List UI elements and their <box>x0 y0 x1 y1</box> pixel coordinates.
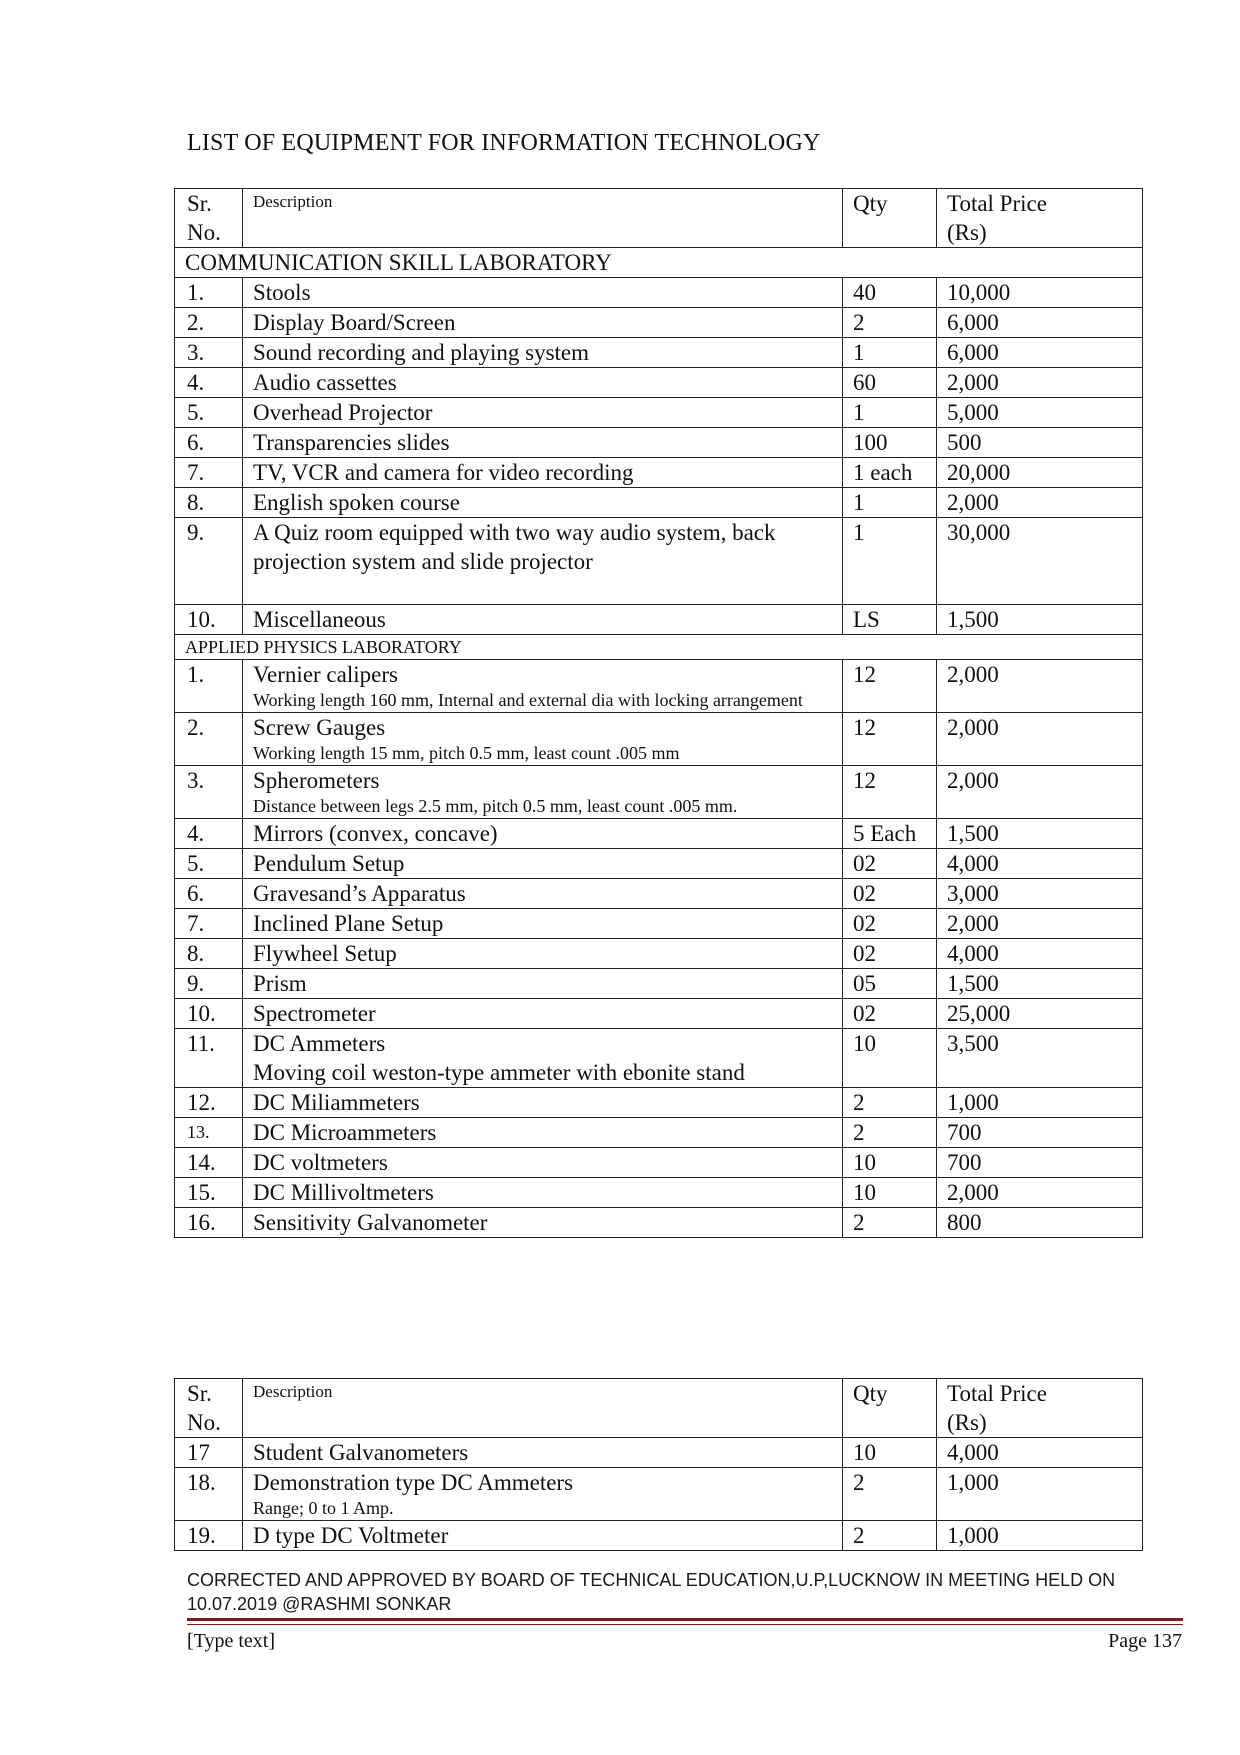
table-row <box>175 1148 1143 1178</box>
row-qty: 02 <box>843 909 937 939</box>
item-name: Mirrors (convex, concave) <box>253 821 498 846</box>
row-description <box>243 428 843 458</box>
row-price: 4,000 <box>937 939 1143 969</box>
page-title: LIST OF EQUIPMENT FOR INFORMATION TECHNOLOGY <box>187 130 821 156</box>
price-header: Total Price (Rs) <box>937 1379 1143 1438</box>
table-row <box>175 999 1143 1029</box>
table-row <box>175 1118 1143 1148</box>
item-name: Vernier calipers <box>253 662 398 687</box>
row-price: 25,000 <box>937 999 1143 1029</box>
item-name: Pendulum Setup <box>253 851 405 876</box>
table-row <box>175 1521 1143 1551</box>
row-price: 5,000 <box>937 398 1143 428</box>
row-qty: 02 <box>843 999 937 1029</box>
equipment-table-continued <box>174 1378 1143 1551</box>
row-price: 1,500 <box>937 605 1143 635</box>
row-price: 2,000 <box>937 713 1143 766</box>
item-name: Inclined Plane Setup <box>253 911 444 936</box>
item-name: Overhead Projector <box>253 400 433 425</box>
table-row <box>175 713 1143 766</box>
row-qty: 60 <box>843 368 937 398</box>
row-qty: 12 <box>843 713 937 766</box>
item-name: Prism <box>253 971 307 996</box>
row-sr: 1. <box>175 278 243 308</box>
row-qty: 1 <box>843 488 937 518</box>
item-name: DC Ammeters <box>253 1031 386 1056</box>
row-sr: 11. <box>175 1029 243 1088</box>
row-sr: 19. <box>175 1521 243 1551</box>
section-row-physics <box>175 635 1143 660</box>
row-price: 1,000 <box>937 1088 1143 1118</box>
row-qty: 2 <box>843 308 937 338</box>
item-name: DC Millivoltmeters <box>253 1180 434 1205</box>
table-row <box>175 1438 1143 1468</box>
price-header: Total Price (Rs) <box>937 189 1143 248</box>
row-description <box>243 458 843 488</box>
section-title: COMMUNICATION SKILL LABORATORY <box>175 248 1143 278</box>
row-qty: 2 <box>843 1088 937 1118</box>
description-header: Description <box>243 1379 843 1438</box>
equipment-table <box>174 188 1143 1238</box>
row-description <box>243 518 843 605</box>
row-qty: 02 <box>843 849 937 879</box>
table-row <box>175 849 1143 879</box>
row-description <box>243 999 843 1029</box>
row-qty: 1 <box>843 398 937 428</box>
item-name: A Quiz room equipped with two way audio system, back projection system and slide projector <box>253 520 776 574</box>
row-sr: 6. <box>175 879 243 909</box>
table-row <box>175 819 1143 849</box>
row-sr: 5. <box>175 398 243 428</box>
item-name: Student Galvanometers <box>253 1440 469 1465</box>
row-qty: 12 <box>843 766 937 819</box>
item-name: Gravesand’s Apparatus <box>253 881 466 906</box>
row-sr: 7. <box>175 909 243 939</box>
row-description <box>243 939 843 969</box>
row-sr: 18. <box>175 1468 243 1521</box>
row-qty: 2 <box>843 1208 937 1238</box>
footer-placeholder: [Type text] <box>187 1630 276 1652</box>
row-description <box>243 308 843 338</box>
row-qty: 02 <box>843 879 937 909</box>
table-row <box>175 1208 1143 1238</box>
row-sr: 10. <box>175 605 243 635</box>
row-price: 2,000 <box>937 1178 1143 1208</box>
row-description <box>243 660 843 713</box>
row-sr: 3. <box>175 338 243 368</box>
table-row <box>175 1178 1143 1208</box>
row-description <box>243 713 843 766</box>
item-name: Display Board/Screen <box>253 310 456 335</box>
item-name: Audio cassettes <box>253 370 397 395</box>
row-description <box>243 605 843 635</box>
table-row <box>175 909 1143 939</box>
row-sr: 4. <box>175 819 243 849</box>
row-price: 2,000 <box>937 368 1143 398</box>
row-description <box>243 1468 843 1521</box>
row-sr: 16. <box>175 1208 243 1238</box>
table-row <box>175 488 1143 518</box>
table-row <box>175 660 1143 713</box>
row-qty: 10 <box>843 1148 937 1178</box>
row-price: 3,500 <box>937 1029 1143 1088</box>
table-row <box>175 368 1143 398</box>
row-description <box>243 1178 843 1208</box>
row-sr: 15. <box>175 1178 243 1208</box>
row-price: 2,000 <box>937 909 1143 939</box>
row-description <box>243 819 843 849</box>
row-description <box>243 278 843 308</box>
item-name: Spectrometer <box>253 1001 376 1026</box>
section-row-communication <box>175 248 1143 278</box>
row-price: 6,000 <box>937 338 1143 368</box>
row-qty: 5 Each <box>843 819 937 849</box>
qty-header: Qty <box>843 189 937 248</box>
section-title: APPLIED PHYSICS LABORATORY <box>175 635 1143 660</box>
table-row <box>175 1468 1143 1521</box>
row-sr: 1. <box>175 660 243 713</box>
row-sr: 5. <box>175 849 243 879</box>
item-specification: Working length 160 mm, Internal and external dia with locking arrangement <box>253 690 803 710</box>
item-name: TV, VCR and camera for video recording <box>253 460 634 485</box>
row-price: 1,000 <box>937 1521 1143 1551</box>
row-qty: 1 <box>843 518 937 605</box>
item-specification: Range; 0 to 1 Amp. <box>253 1498 394 1518</box>
item-detail: Moving coil weston-type ammeter with ebonite stand <box>253 1060 745 1085</box>
row-description <box>243 1118 843 1148</box>
row-sr: 12. <box>175 1088 243 1118</box>
item-name: English spoken course <box>253 490 460 515</box>
row-sr: 13. <box>175 1118 243 1148</box>
row-price: 1,500 <box>937 819 1143 849</box>
table-row <box>175 766 1143 819</box>
table-row <box>175 605 1143 635</box>
row-description <box>243 1029 843 1088</box>
row-sr: 14. <box>175 1148 243 1178</box>
row-price: 1,500 <box>937 969 1143 999</box>
table-row <box>175 518 1143 605</box>
row-sr: 4. <box>175 368 243 398</box>
row-price: 4,000 <box>937 1438 1143 1468</box>
row-price: 2,000 <box>937 488 1143 518</box>
row-price: 20,000 <box>937 458 1143 488</box>
footer-rule-thin <box>187 1624 1183 1625</box>
row-qty: 10 <box>843 1029 937 1088</box>
page-number: Page 137 <box>1108 1630 1182 1652</box>
row-price: 2,000 <box>937 660 1143 713</box>
description-header: Description <box>243 189 843 248</box>
row-qty: 12 <box>843 660 937 713</box>
item-specification: Distance between legs 2.5 mm, pitch 0.5 mm, least count .005 mm. <box>253 796 738 816</box>
item-name: DC Microammeters <box>253 1120 437 1145</box>
row-qty: 02 <box>843 939 937 969</box>
row-qty: 100 <box>843 428 937 458</box>
table-row <box>175 398 1143 428</box>
row-description <box>243 398 843 428</box>
footer-rule <box>187 1618 1183 1621</box>
table-row <box>175 1029 1143 1088</box>
table-row <box>175 308 1143 338</box>
item-name: Screw Gauges <box>253 715 386 740</box>
table-row <box>175 939 1143 969</box>
row-price: 3,000 <box>937 879 1143 909</box>
row-description <box>243 766 843 819</box>
row-description <box>243 1148 843 1178</box>
row-qty: 10 <box>843 1438 937 1468</box>
table-header-row <box>175 1379 1143 1438</box>
row-description <box>243 488 843 518</box>
row-sr: 17 <box>175 1438 243 1468</box>
row-qty: 40 <box>843 278 937 308</box>
item-name: Transparencies slides <box>253 430 450 455</box>
row-description <box>243 909 843 939</box>
row-description <box>243 1438 843 1468</box>
item-name: DC Miliammeters <box>253 1090 420 1115</box>
row-price: 2,000 <box>937 766 1143 819</box>
table-row <box>175 338 1143 368</box>
approval-note: CORRECTED AND APPROVED BY BOARD OF TECHNICAL EDUCATION,U.P,LUCKNOW IN MEETING HELD ON 10.07.2019 @RASHMI SONKAR <box>187 1570 1116 1614</box>
row-description <box>243 1521 843 1551</box>
row-qty: 1 each <box>843 458 937 488</box>
table-header-row <box>175 189 1143 248</box>
item-name: Sensitivity Galvanometer <box>253 1210 488 1235</box>
row-sr: 6. <box>175 428 243 458</box>
row-description <box>243 879 843 909</box>
table-row <box>175 428 1143 458</box>
item-specification: Working length 15 mm, pitch 0.5 mm, least count .005 mm <box>253 743 680 763</box>
item-name: Sound recording and playing system <box>253 340 590 365</box>
row-sr: 9. <box>175 518 243 605</box>
table-row <box>175 969 1143 999</box>
item-name: Flywheel Setup <box>253 941 397 966</box>
row-sr: 2. <box>175 713 243 766</box>
row-price: 700 <box>937 1118 1143 1148</box>
item-name: D type DC Voltmeter <box>253 1523 449 1548</box>
table-row <box>175 879 1143 909</box>
row-sr: 8. <box>175 939 243 969</box>
row-price: 1,000 <box>937 1468 1143 1521</box>
row-description <box>243 969 843 999</box>
row-sr: 3. <box>175 766 243 819</box>
row-price: 10,000 <box>937 278 1143 308</box>
row-sr: 10. <box>175 999 243 1029</box>
row-sr: 2. <box>175 308 243 338</box>
item-name: Stools <box>253 280 311 305</box>
table-row <box>175 458 1143 488</box>
row-price: 800 <box>937 1208 1143 1238</box>
row-qty: LS <box>843 605 937 635</box>
row-description <box>243 368 843 398</box>
item-name: Spherometers <box>253 768 380 793</box>
item-name: Demonstration type DC Ammeters <box>253 1470 574 1495</box>
row-price: 500 <box>937 428 1143 458</box>
row-qty: 05 <box>843 969 937 999</box>
row-sr: 7. <box>175 458 243 488</box>
qty-header: Qty <box>843 1379 937 1438</box>
sr-header: Sr. No. <box>175 1379 243 1438</box>
row-description <box>243 338 843 368</box>
row-sr: 9. <box>175 969 243 999</box>
row-description <box>243 1088 843 1118</box>
row-price: 4,000 <box>937 849 1143 879</box>
row-price: 6,000 <box>937 308 1143 338</box>
row-qty: 2 <box>843 1118 937 1148</box>
table-row <box>175 278 1143 308</box>
row-sr: 8. <box>175 488 243 518</box>
item-name: Miscellaneous <box>253 607 386 632</box>
row-price: 30,000 <box>937 518 1143 605</box>
row-description <box>243 849 843 879</box>
row-price: 700 <box>937 1148 1143 1178</box>
row-qty: 10 <box>843 1178 937 1208</box>
item-name: DC voltmeters <box>253 1150 388 1175</box>
row-qty: 2 <box>843 1468 937 1521</box>
row-qty: 1 <box>843 338 937 368</box>
sr-header: Sr. No. <box>175 189 243 248</box>
row-qty: 2 <box>843 1521 937 1551</box>
table-row <box>175 1088 1143 1118</box>
row-description <box>243 1208 843 1238</box>
